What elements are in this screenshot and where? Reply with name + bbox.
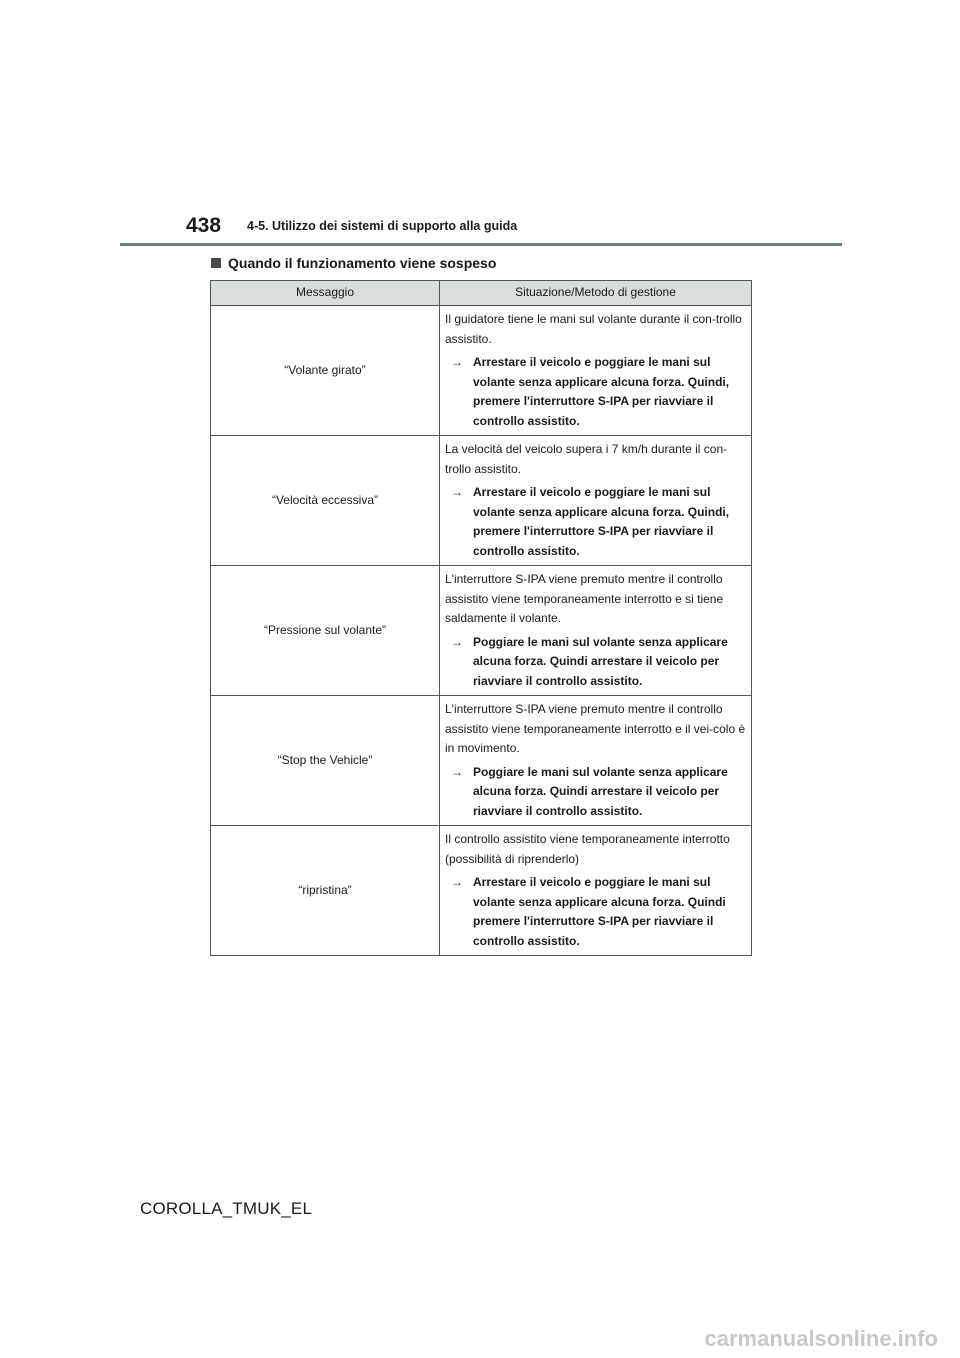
message-cell: “Stop the Vehicle”: [211, 696, 440, 826]
action-text: Arrestare il veicolo e poggiare le mani sul volante senza applicare alcuna forza. Quindi, premere l'interruttore S-IPA per riavviare il controllo assistito.: [473, 355, 730, 428]
situation-text: Il controllo assistito viene temporaneamente interrotto (possibilità di riprenderlo): [445, 832, 730, 866]
column-header-situation: Situazione/Metodo di gestione: [440, 281, 752, 306]
arrow-right-icon: →: [451, 764, 463, 779]
table-row: [211, 826, 752, 956]
table-row: [211, 306, 752, 436]
chapter-title: 4-5. Utilizzo dei sistemi di supporto alla guida: [247, 219, 518, 233]
action-item: [445, 483, 746, 561]
action-item: [445, 353, 746, 431]
arrow-right-icon: →: [451, 875, 463, 889]
situation-cell: [440, 436, 752, 566]
action-text: Arrestare il veicolo e poggiare le mani sul volante senza applicare alcuna forza. Quindi, premere l'interruttore S-IPA per riavviare il controllo assistito.: [473, 485, 730, 558]
situation-text: Il guidatore tiene le mani sul volante durante il con-trollo assistito.: [445, 312, 742, 346]
situation-cell: [440, 566, 752, 696]
message-cell: “ripristina”: [211, 826, 440, 956]
situation-text: La velocità del veicolo supera i 7 km/h durante il con-trollo assistito.: [445, 442, 728, 476]
table-header-row: [211, 281, 752, 306]
info-table: [210, 280, 752, 956]
message-cell: “Pressione sul volante”: [211, 566, 440, 696]
section-heading: [211, 255, 496, 271]
situation-cell: [440, 826, 752, 956]
page-number: 438: [186, 214, 222, 237]
action-text: Poggiare le mani sul volante senza applicare alcuna forza. Quindi arrestare il veicolo per riavviare il controllo assistito.: [473, 764, 728, 818]
arrow-right-icon: →: [451, 355, 463, 369]
table-row: [211, 696, 752, 826]
action-item: [445, 633, 746, 692]
square-bullet-icon: [211, 258, 221, 268]
message-cell: “Volante girato”: [211, 306, 440, 436]
action-item: [445, 763, 746, 822]
section-heading-text: Quando il funzionamento viene sospeso: [228, 255, 497, 271]
column-header-message: Messaggio: [211, 281, 440, 306]
situation-text: L'interruttore S-IPA viene premuto mentre il controllo assistito viene temporaneamente interrotto e si tiene saldamente il volante.: [445, 572, 724, 625]
action-text: Arrestare il veicolo e poggiare le mani sul volante senza applicare alcuna forza. Quindi premere l'interruttore S-IPA per riavviare il controllo assistito.: [473, 875, 726, 948]
arrow-right-icon: →: [451, 634, 463, 649]
arrow-right-icon: →: [451, 485, 463, 499]
table-row: [211, 436, 752, 566]
action-item: [445, 873, 746, 951]
header-rule: [120, 243, 842, 246]
situation-text: L'interruttore S-IPA viene premuto mentre il controllo assistito viene temporaneamente interrotto e il vei-colo è in movimento.: [445, 702, 746, 755]
action-text: Poggiare le mani sul volante senza applicare alcuna forza. Quindi arrestare il veicolo per riavviare il controllo assistito.: [473, 634, 728, 688]
table-row: [211, 566, 752, 696]
watermark: carmanualsonline.info: [704, 1326, 938, 1351]
footer-manual-code: COROLLA_TMUK_EL: [140, 1199, 313, 1218]
message-cell: “Velocità eccessiva”: [211, 436, 440, 566]
situation-cell: [440, 306, 752, 436]
situation-cell: [440, 696, 752, 826]
